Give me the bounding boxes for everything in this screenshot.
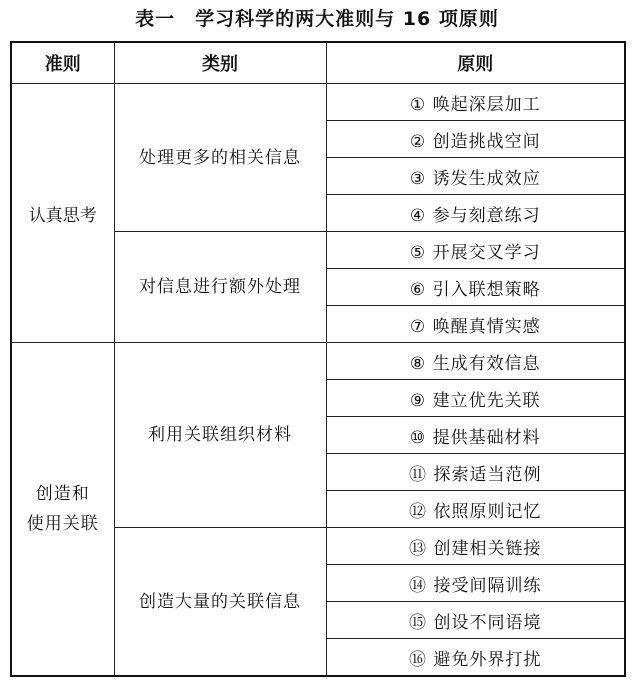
- principle-cell: ① 唤起深层加工: [326, 84, 625, 121]
- principle-cell: ⑦ 唤醒真情实感: [326, 306, 625, 343]
- principle-cell: ⑩ 提供基础材料: [326, 417, 625, 454]
- table-row: [11, 84, 625, 121]
- header-criterion: 准则: [11, 42, 114, 84]
- principle-cell: ⑥ 引入联想策略: [326, 269, 625, 306]
- header-principle: 原则: [326, 42, 625, 84]
- principle-cell: ② 创造挑战空间: [326, 121, 625, 158]
- header-category: 类别: [114, 42, 326, 84]
- principle-cell: ⑨ 建立优先关联: [326, 380, 625, 417]
- principle-cell: ⑧ 生成有效信息: [326, 343, 625, 380]
- principle-cell: ③ 诱发生成效应: [326, 158, 625, 195]
- table-title: 表一 学习科学的两大准则与 16 项原则: [135, 8, 499, 30]
- principle-cell: ⑪ 探索适当范例: [326, 454, 625, 491]
- table-row: [11, 343, 625, 380]
- principle-cell: ⑫ 依照原则记忆: [326, 491, 625, 528]
- principle-cell: ⑭ 接受间隔训练: [326, 565, 625, 602]
- principle-cell: ⑬ 创建相关链接: [326, 528, 625, 565]
- principles-table: [10, 41, 626, 677]
- header-row: [11, 42, 625, 84]
- criterion-cell: 创造和 使用关联: [11, 343, 114, 677]
- category-cell: 处理更多的相关信息: [114, 84, 326, 232]
- principle-cell: ⑤ 开展交叉学习: [326, 232, 625, 269]
- criterion-cell: 认真思考: [11, 84, 114, 343]
- category-cell: 创造大量的关联信息: [114, 528, 326, 677]
- category-cell: 利用关联组织材料: [114, 343, 326, 528]
- principle-cell: ⑮ 创设不同语境: [326, 602, 625, 639]
- category-cell: 对信息进行额外处理: [114, 232, 326, 343]
- principle-cell: ④ 参与刻意练习: [326, 195, 625, 232]
- principle-cell: ⑯ 避免外界打扰: [326, 639, 625, 677]
